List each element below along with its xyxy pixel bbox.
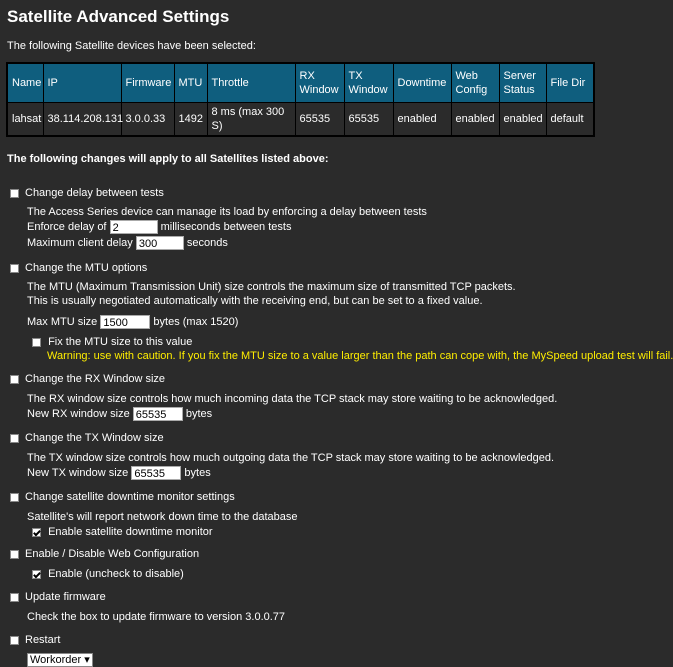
cell-web-config: enabled bbox=[451, 103, 499, 137]
max-delay-input[interactable]: 300 bbox=[136, 236, 184, 250]
col-header-file-dir: File Dir bbox=[546, 63, 594, 103]
mtu-warning: Warning: use with caution. If you fix the MTU size to a value larger than the path can cope with, the MySpeed upload test will fail. bbox=[47, 350, 673, 362]
tx-size-suffix: bytes bbox=[184, 466, 211, 479]
mtu-size-suffix: bytes (max 1520) bbox=[153, 315, 239, 328]
rx-label: Change the RX Window size bbox=[25, 373, 166, 386]
cell-server-status: enabled bbox=[499, 103, 546, 137]
downtime-checkbox[interactable] bbox=[10, 493, 19, 502]
intro-text: The following Satellite devices have been selected: bbox=[7, 40, 256, 52]
firmware-description: Check the box to update firmware to version 3.0.0.77 bbox=[27, 611, 286, 623]
tx-checkbox[interactable] bbox=[10, 434, 19, 443]
col-header-server-status: Server Status bbox=[499, 63, 546, 103]
cell-ip: 38.114.208.131 bbox=[43, 103, 121, 137]
restart-select-row bbox=[27, 653, 93, 667]
cell-downtime: enabled bbox=[393, 103, 451, 137]
enforce-delay-prefix: Enforce delay of bbox=[27, 220, 107, 233]
rx-size-row bbox=[27, 407, 212, 421]
cell-throttle: 8 ms (max 300 S) bbox=[207, 103, 295, 137]
rx-size-input[interactable]: 65535 bbox=[133, 407, 183, 421]
delay-label: Change delay between tests bbox=[25, 187, 164, 200]
webconfig-enable-row bbox=[32, 568, 184, 580]
max-delay-prefix: Maximum client delay bbox=[27, 236, 133, 249]
device-table bbox=[6, 62, 595, 137]
rx-description: The RX window size controls how much incoming data the TCP stack may store waiting to be acknowledged. bbox=[27, 393, 558, 405]
restart-label: Restart bbox=[25, 634, 61, 647]
col-header-throttle: Throttle bbox=[207, 63, 295, 103]
mtu-description-2: This is usually negotiated automatically with the receiving end, but can be set to a fixed value. bbox=[27, 295, 483, 307]
max-delay-row bbox=[27, 236, 228, 250]
col-header-downtime: Downtime bbox=[393, 63, 451, 103]
rx-size-prefix: New RX window size bbox=[27, 407, 130, 420]
downtime-enable-label: Enable satellite downtime monitor bbox=[48, 526, 213, 539]
col-header-web-config: Web Config bbox=[451, 63, 499, 103]
mtu-size-input[interactable]: 1500 bbox=[100, 315, 150, 329]
tx-description: The TX window size controls how much outgoing data the TCP stack may store waiting to be acknowledged. bbox=[27, 452, 555, 464]
enforce-delay-suffix: milliseconds between tests bbox=[160, 220, 292, 233]
rx-size-suffix: bytes bbox=[185, 407, 213, 420]
firmware-checkbox[interactable] bbox=[10, 593, 19, 602]
chevron-down-icon: ▾ bbox=[84, 654, 90, 666]
downtime-label: Change satellite downtime monitor settings bbox=[25, 491, 235, 504]
mtu-size-prefix: Max MTU size bbox=[27, 315, 98, 328]
webconfig-checkbox[interactable] bbox=[10, 550, 19, 559]
mtu-size-row bbox=[27, 315, 238, 329]
delay-description: The Access Series device can manage its load by enforcing a delay between tests bbox=[27, 206, 427, 218]
delay-checkbox[interactable] bbox=[10, 189, 19, 198]
col-header-tx-window: TX Window bbox=[344, 63, 393, 103]
cell-tx-window: 65535 bbox=[344, 103, 393, 137]
enforce-delay-input[interactable]: 2 bbox=[110, 220, 158, 234]
table-row bbox=[7, 103, 594, 137]
cell-file-dir: default bbox=[546, 103, 594, 137]
col-header-ip: IP bbox=[43, 63, 121, 103]
firmware-label: Update firmware bbox=[25, 591, 106, 604]
changes-heading: The following changes will apply to all Satellites listed above: bbox=[7, 153, 329, 165]
mtu-checkbox[interactable] bbox=[10, 264, 19, 273]
restart-select[interactable] bbox=[27, 653, 93, 667]
downtime-enable-row bbox=[32, 526, 213, 538]
fix-mtu-row bbox=[32, 336, 192, 348]
mtu-label: Change the MTU options bbox=[25, 262, 148, 275]
downtime-enable-checkbox[interactable] bbox=[32, 528, 41, 537]
mtu-description-1: The MTU (Maximum Transmission Unit) size controls the maximum size of transmitted TCP packets. bbox=[27, 281, 516, 293]
tx-label: Change the TX Window size bbox=[25, 432, 164, 445]
cell-mtu: 1492 bbox=[174, 103, 207, 137]
downtime-description: Satellite's will report network down time to the database bbox=[27, 511, 298, 523]
page-title: Satellite Advanced Settings bbox=[7, 7, 230, 26]
enforce-delay-row bbox=[27, 220, 291, 234]
max-delay-suffix: seconds bbox=[186, 236, 228, 249]
restart-select-value: Workorder bbox=[30, 654, 82, 666]
cell-rx-window: 65535 bbox=[295, 103, 344, 137]
fix-mtu-checkbox[interactable] bbox=[32, 338, 41, 347]
webconfig-label: Enable / Disable Web Configuration bbox=[25, 548, 200, 561]
tx-size-row bbox=[27, 466, 211, 480]
restart-checkbox[interactable] bbox=[10, 636, 19, 645]
tx-size-input[interactable]: 65535 bbox=[131, 466, 181, 480]
col-header-name: Name bbox=[7, 63, 43, 103]
col-header-rx-window: RX Window bbox=[295, 63, 344, 103]
cell-name: lahsat bbox=[7, 103, 43, 137]
tx-size-prefix: New TX window size bbox=[27, 466, 129, 479]
rx-checkbox[interactable] bbox=[10, 375, 19, 384]
cell-firmware: 3.0.0.33 bbox=[121, 103, 174, 137]
fix-mtu-label: Fix the MTU size to this value bbox=[48, 336, 193, 349]
webconfig-enable-checkbox[interactable] bbox=[32, 570, 41, 579]
webconfig-enable-label: Enable (uncheck to disable) bbox=[48, 568, 184, 581]
col-header-mtu: MTU bbox=[174, 63, 207, 103]
col-header-firmware: Firmware bbox=[121, 63, 174, 103]
table-header-row bbox=[7, 63, 594, 103]
